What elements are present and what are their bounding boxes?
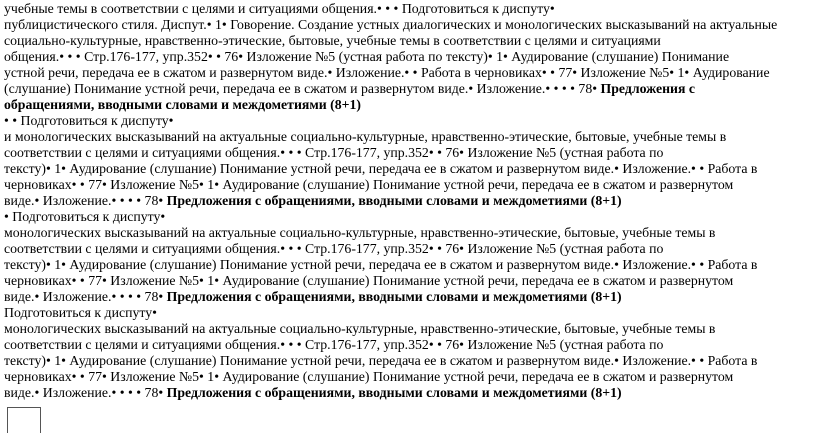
bold-heading-text: Предложения с обращениями, вводными словами и междометиями (8+1) bbox=[166, 289, 622, 304]
text-line bbox=[4, 337, 810, 353]
body-text: • • Подготовиться к диспуту• bbox=[4, 113, 174, 128]
text-line bbox=[4, 97, 810, 113]
document-text-body bbox=[4, 1, 810, 401]
body-text: черновиках• • 77• Изложение №5• 1• Аудирование (слушание) Понимание устной речи, передача ее в сжатом и развернутом bbox=[4, 369, 734, 384]
text-line bbox=[4, 1, 810, 17]
empty-checkbox[interactable] bbox=[7, 407, 41, 433]
bold-heading-text: Предложения с обращениями, вводными словами и междометиями (8+1) bbox=[166, 385, 622, 400]
bold-heading-text: Предложения с обращениями, вводными словами и междометиями (8+1) bbox=[166, 193, 622, 208]
text-line bbox=[4, 145, 810, 161]
body-text: виде.• Изложение.• • • • 78• bbox=[4, 385, 167, 400]
body-text: тексту)• 1• Аудирование (слушание) Понимание устной речи, передача ее в сжатом и развернутом виде.• Изложение.• • Работа в bbox=[4, 257, 758, 272]
text-line bbox=[4, 273, 810, 289]
body-text: монологических высказываний на актуальные социально-культурные, нравственно-этические, бытовые, учебные темы в bbox=[4, 225, 716, 240]
body-text: социально-культурные, нравственно-этические, бытовые, учебные темы в соответствии с целями и ситуациями bbox=[4, 33, 661, 48]
text-line bbox=[4, 49, 810, 65]
body-text: виде.• Изложение.• • • • 78• bbox=[4, 193, 167, 208]
body-text: (слушание) Понимание устной речи, передача ее в сжатом и развернутом виде.• Изложение.• • • • 78• bbox=[4, 81, 601, 96]
body-text: устной речи, передача ее в сжатом и развернутом виде.• Изложение.• • Работа в черновиках• • 77• Изложение №5• 1• Аудирование bbox=[4, 65, 770, 80]
body-text: публицистического стиля. Диспут.• 1• Говорение. Создание устных диалогических и монологических высказываний на актуальные bbox=[4, 17, 778, 32]
body-text: виде.• Изложение.• • • • 78• bbox=[4, 289, 167, 304]
bold-heading-text: Предложения с bbox=[600, 81, 696, 96]
bold-heading-text: обращениями, вводными словами и междометиями (8+1) bbox=[4, 97, 362, 112]
text-line bbox=[4, 193, 810, 209]
text-line bbox=[4, 209, 810, 225]
text-line bbox=[4, 241, 810, 257]
text-line bbox=[4, 129, 810, 145]
text-line bbox=[4, 305, 810, 321]
text-line bbox=[4, 177, 810, 193]
text-line bbox=[4, 385, 810, 401]
text-line bbox=[4, 289, 810, 305]
body-text: тексту)• 1• Аудирование (слушание) Понимание устной речи, передача ее в сжатом и развернутом виде.• Изложение.• • Работа в bbox=[4, 353, 758, 368]
text-line bbox=[4, 65, 810, 81]
text-line bbox=[4, 353, 810, 369]
body-text: и монологических высказываний на актуальные социально-культурные, нравственно-этические, бытовые, учебные темы в bbox=[4, 129, 727, 144]
body-text: монологических высказываний на актуальные социально-культурные, нравственно-этические, бытовые, учебные темы в bbox=[4, 321, 716, 336]
body-text: черновиках• • 77• Изложение №5• 1• Аудирование (слушание) Понимание устной речи, передача ее в сжатом и развернутом bbox=[4, 273, 734, 288]
body-text: общения.• • • Стр.176-177, упр.352• • 76• Изложение №5 (устная работа по тексту)• 1• Аудирование (слушание) Понимание bbox=[4, 49, 730, 64]
body-text: • Подготовиться к диспуту• bbox=[4, 209, 166, 224]
text-line bbox=[4, 257, 810, 273]
text-line bbox=[4, 81, 810, 97]
text-line bbox=[4, 113, 810, 129]
text-line bbox=[4, 369, 810, 385]
text-line bbox=[4, 321, 810, 337]
text-line bbox=[4, 33, 810, 49]
body-text: соответствии с целями и ситуациями общения.• • • Стр.176-177, упр.352• • 76• Изложение №5 (устная работа по bbox=[4, 337, 664, 352]
body-text: черновиках• • 77• Изложение №5• 1• Аудирование (слушание) Понимание устной речи, передача ее в сжатом и развернутом bbox=[4, 177, 734, 192]
body-text: тексту)• 1• Аудирование (слушание) Понимание устной речи, передача ее в сжатом и развернутом виде.• Изложение.• • Работа в bbox=[4, 161, 758, 176]
body-text: соответствии с целями и ситуациями общения.• • • Стр.176-177, упр.352• • 76• Изложение №5 (устная работа по bbox=[4, 241, 664, 256]
body-text: Подготовиться к диспуту• bbox=[4, 305, 157, 320]
text-line bbox=[4, 17, 810, 33]
body-text: учебные темы в соответствии с целями и ситуациями общения.• • • Подготовиться к диспуту• bbox=[4, 1, 555, 16]
text-line bbox=[4, 225, 810, 241]
body-text: соответствии с целями и ситуациями общения.• • • Стр.176-177, упр.352• • 76• Изложение №5 (устная работа по bbox=[4, 145, 664, 160]
text-line bbox=[4, 161, 810, 177]
